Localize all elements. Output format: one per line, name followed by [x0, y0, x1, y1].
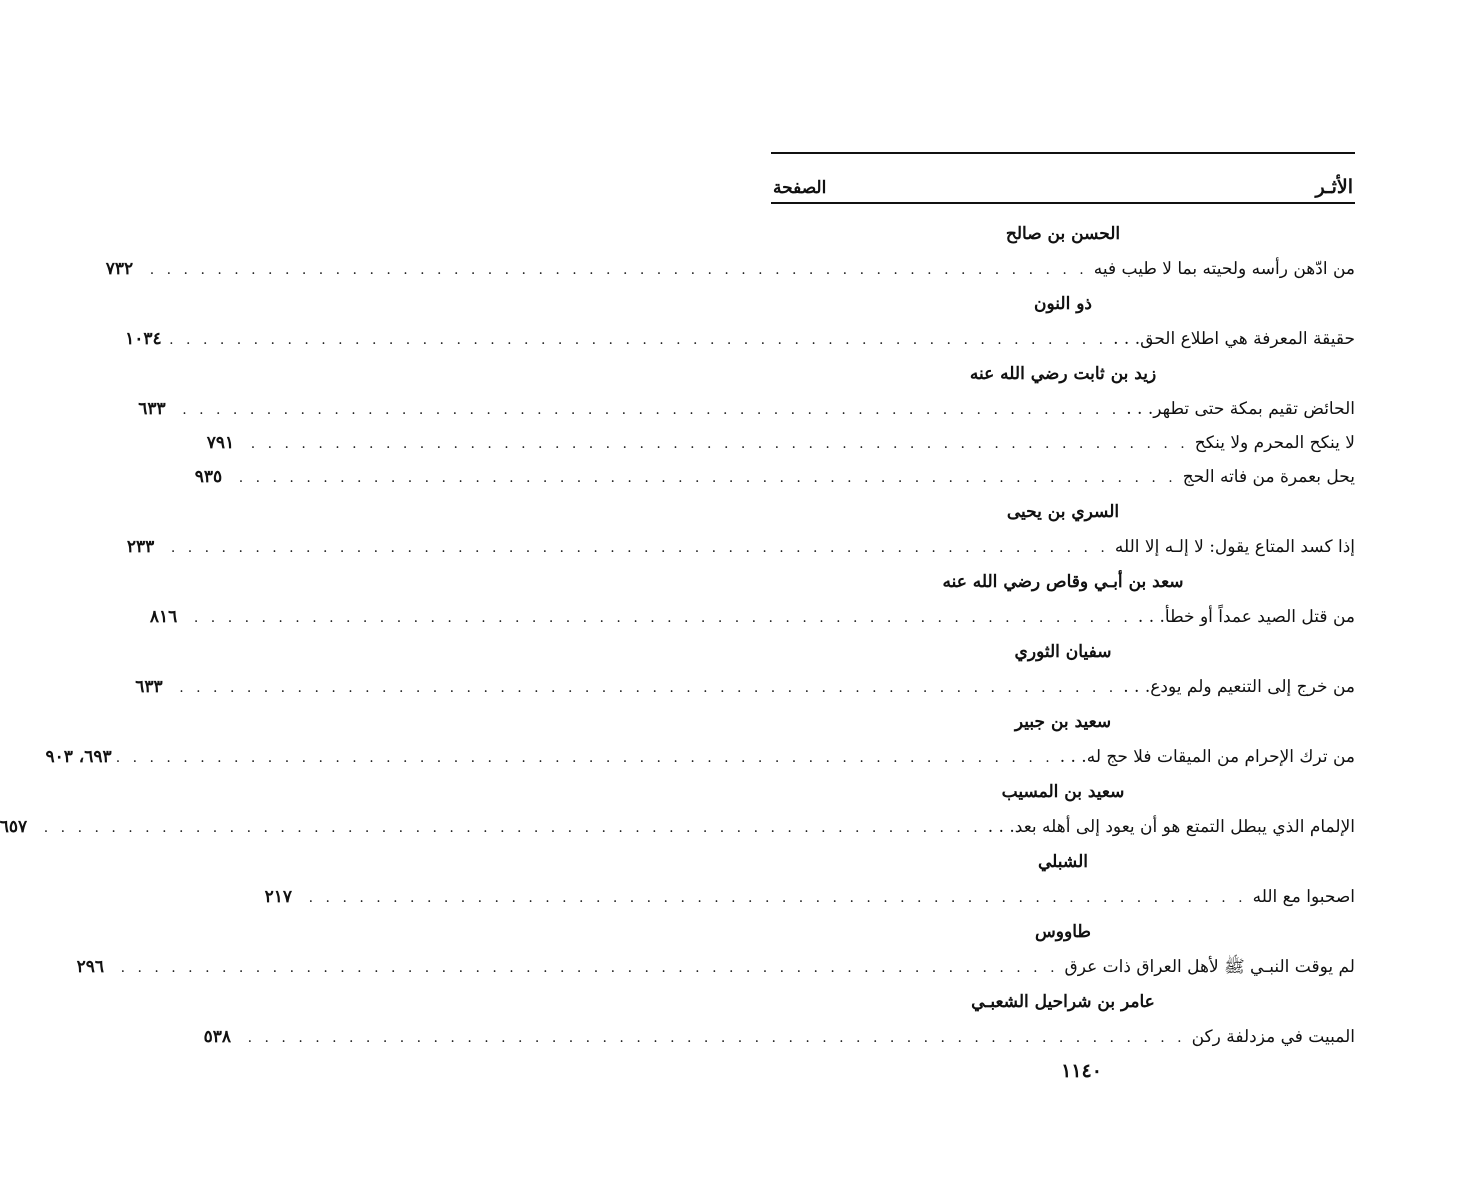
column-label-athar: الأثـر [1315, 176, 1353, 198]
narrator-heading: عامر بن شراحيل الشعبـي [971, 992, 1155, 1012]
index-entry [138, 392, 1355, 426]
leader-dots: . . . . . . . . . . . . . . . . . . . . . . . . . . . . . . . . . . . . . . . . . . . . . . . . . . . . . . . . [120, 960, 1059, 976]
index-entry [264, 880, 1355, 914]
narrator-heading: زيد بن ثابت رضي الله عنه [969, 364, 1157, 384]
entry-page-number: ٦٥٧ [0, 817, 28, 837]
entry-page-number: ٥٣٨ [203, 1027, 232, 1047]
narrator-heading: طاووس [1035, 922, 1091, 942]
entry-text: المبيت في مزدلفة ركن [1191, 1027, 1355, 1047]
entry-page-number: ٢٣٣ [126, 537, 155, 557]
entry-page-number: ٦٩٣، ٩٠٣ [45, 747, 112, 767]
index-entries [0, 216, 1355, 1054]
entry-text: الإلمام الذي يبطل التمتع هو أن يعود إلى أهله بعد. . . [987, 817, 1355, 837]
index-entry [0, 810, 1355, 844]
index-entry [45, 740, 1355, 774]
column-label-page: الصفحة [773, 178, 827, 198]
narrator-heading: سعيد بن المسيب [1001, 782, 1125, 802]
entry-text: يحل بعمرة من فاته الحج [1182, 467, 1355, 487]
entry-text: الحائض تقيم بمكة حتى تطهر. . . [1126, 399, 1355, 419]
entry-page-number: ١٠٣٤ [125, 329, 162, 349]
header-bottom-rule [771, 202, 1355, 204]
leader-dots: . . . . . . . . . . . . . . . . . . . . . . . . . . . . . . . . . . . . . . . . . . . . . . . . . . . . . . . . [238, 470, 1177, 486]
index-entry [105, 252, 1355, 286]
leader-dots: . . . . . . . . . . . . . . . . . . . . . . . . . . . . . . . . . . . . . . . . . . . . . . . . . . . . . . . . [179, 680, 1118, 696]
entry-text: من ترك الإحرام من الميقات فلا حج له. . . [1059, 747, 1355, 767]
narrator-heading: الحسن بن صالح [1005, 224, 1121, 244]
entry-text: إذا كسد المتاع يقول: لا إلـه إلا الله [1114, 537, 1355, 557]
narrator-heading: سعد بن أبـي وقاص رضي الله عنه [942, 572, 1184, 592]
index-entry [203, 1020, 1355, 1054]
entry-page-number: ٢١٧ [264, 887, 293, 907]
leader-dots: . . . . . . . . . . . . . . . . . . . . . . . . . . . . . . . . . . . . . . . . . . . . . . . . . . . . . . . . [193, 610, 1132, 626]
index-entry [135, 670, 1355, 704]
leader-dots: . . . . . . . . . . . . . . . . . . . . . . . . . . . . . . . . . . . . . . . . . . . . . . . . . . . . . . . . [115, 750, 1054, 766]
entry-text: لم يوقت النبـي ﷺ لأهل العراق ذات عرق [1064, 957, 1355, 977]
index-entry [149, 600, 1355, 634]
narrator-heading: الشبلي [1038, 852, 1088, 872]
leader-dots: . . . . . . . . . . . . . . . . . . . . . . . . . . . . . . . . . . . . . . . . . . . . . . . . . . . . . . . . [182, 402, 1121, 418]
index-entry [194, 460, 1355, 494]
leader-dots: . . . . . . . . . . . . . . . . . . . . . . . . . . . . . . . . . . . . . . . . . . . . . . . . . . . . . . . . [149, 262, 1088, 278]
narrator-heading: السري بن يحيى [1006, 502, 1120, 522]
entry-text: اصحبوا مع الله [1252, 887, 1355, 907]
narrator-heading: سعيد بن جبير [1014, 712, 1112, 732]
narrator-heading: سفيان الثوري [1014, 642, 1112, 662]
entry-text: من ادّهن رأسه ولحيته بما لا طيب فيه [1093, 259, 1355, 279]
entry-page-number: ٢٩٦ [76, 957, 104, 977]
entry-page-number: ٨١٦ [149, 607, 178, 627]
entry-text: لا ينكح المحرم ولا ينكح [1194, 433, 1355, 453]
narrator-heading: ذو النون [1034, 294, 1092, 314]
entry-page-number: ٦٣٣ [135, 677, 163, 697]
leader-dots: . . . . . . . . . . . . . . . . . . . . . . . . . . . . . . . . . . . . . . . . . . . . . . . . . . . . . . . . [170, 540, 1109, 556]
index-entry [76, 950, 1355, 984]
entry-text: حقيقة المعرفة هي اطلاع الحق. . . [1113, 329, 1355, 349]
leader-dots: . . . . . . . . . . . . . . . . . . . . . . . . . . . . . . . . . . . . . . . . . . . . . . . . . . . . . . . . [247, 1030, 1186, 1046]
entry-page-number: ٧٩١ [206, 433, 235, 453]
entry-text: من خرج إلى التنعيم ولم يودع. . . [1123, 677, 1355, 697]
entry-page-number: ٧٣٢ [105, 259, 134, 279]
entry-page-number: ٦٣٣ [138, 399, 166, 419]
entry-page-number: ٩٣٥ [194, 467, 223, 487]
index-header [771, 154, 1355, 198]
index-entry [126, 530, 1355, 564]
entry-text: من قتل الصيد عمداً أو خطأ. . . [1137, 607, 1355, 627]
index-entry [125, 322, 1355, 356]
leader-dots: . . . . . . . . . . . . . . . . . . . . . . . . . . . . . . . . . . . . . . . . . . . . . . . . . . . . . . . . [308, 890, 1247, 906]
leader-dots: . . . . . . . . . . . . . . . . . . . . . . . . . . . . . . . . . . . . . . . . . . . . . . . . . . . . . . . . [250, 436, 1189, 452]
page-number: ١١٤٠ [1061, 1060, 1102, 1082]
leader-dots: . . . . . . . . . . . . . . . . . . . . . . . . . . . . . . . . . . . . . . . . . . . . . . . . . . . . . . . . [43, 820, 982, 836]
index-entry [206, 426, 1355, 460]
index-page [0, 152, 1355, 1054]
leader-dots: . . . . . . . . . . . . . . . . . . . . . . . . . . . . . . . . . . . . . . . . . . . . . . . . . . . . . . . . [169, 332, 1108, 348]
